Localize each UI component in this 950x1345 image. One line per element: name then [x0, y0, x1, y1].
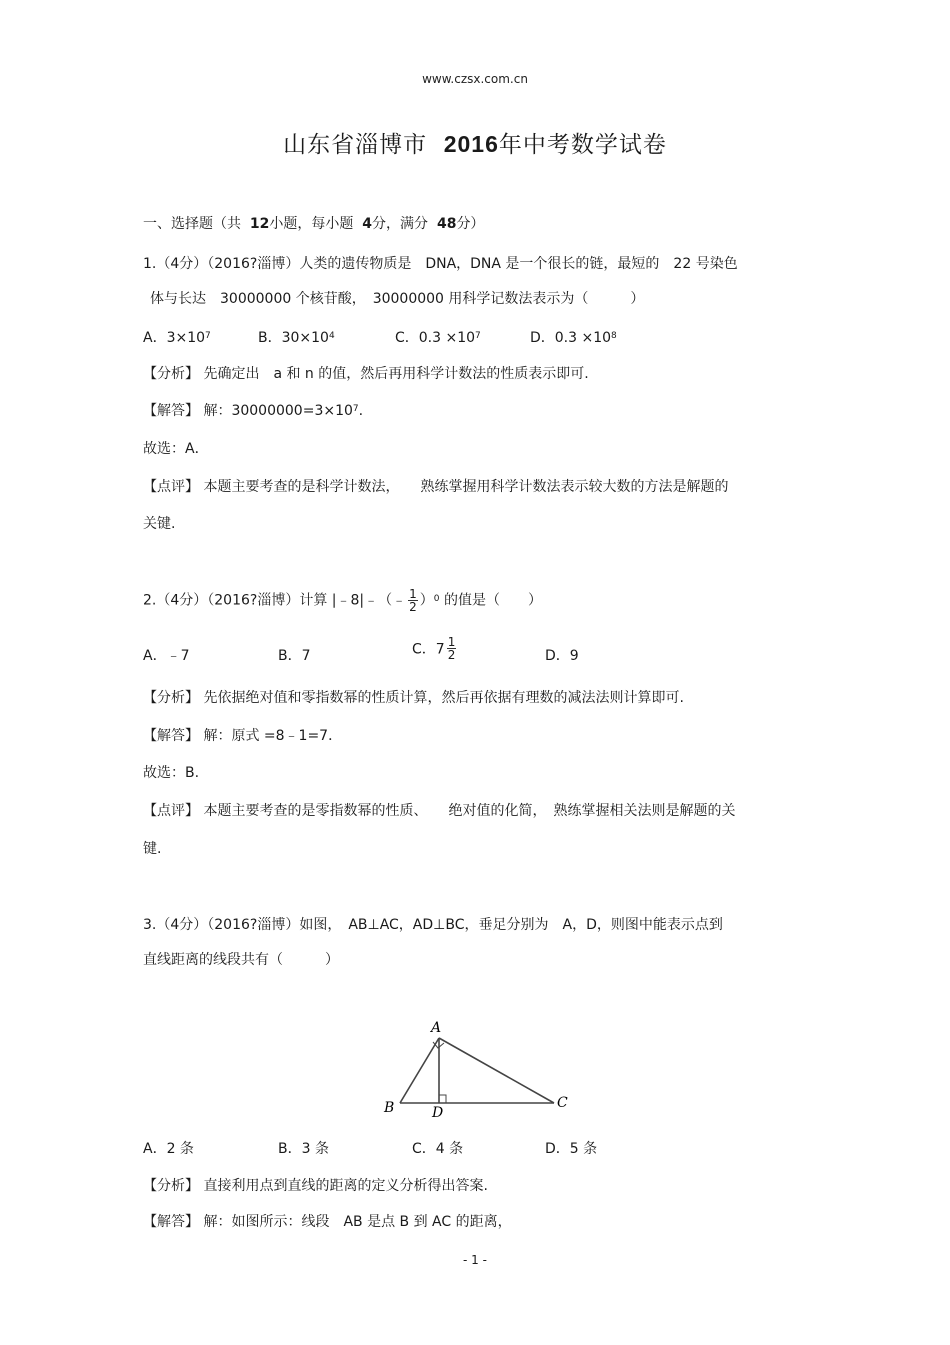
- q2-option-d: D．9: [545, 648, 579, 664]
- label-b: B: [384, 1100, 395, 1116]
- q1-option-a: A．$3\times 10^7$: [143, 330, 211, 346]
- q3-option-b: B．3 条: [278, 1141, 329, 1157]
- title-prefix: 山东省淄博市: [283, 132, 428, 158]
- label-a: A: [431, 1020, 442, 1036]
- title-year: 2016: [443, 131, 499, 157]
- q1-stem-line1: 1.（4分）（2016?淄博）人类的遗传物质是 DNA，DNA 是一个很长的链，最短的 22 号染色: [143, 256, 738, 272]
- q1-choice: 故选：A．: [143, 441, 209, 457]
- q2-fraction: $\frac{1}{2}$: [409, 587, 417, 614]
- page-number: - 1 -: [463, 1253, 487, 1267]
- q2-comment-line1: 【点评】 本题主要考查的是零指数幂的性质、 绝对值的化简， 熟练掌握相关法则是解题的关: [143, 803, 736, 819]
- q2-stem: 2.（4分）（2016?淄博）计算 |﹣8|﹣（﹣ $\frac{1}{2}$ ）$^0$ 的值是（ ）: [143, 587, 542, 614]
- segment-ac: [439, 1038, 554, 1103]
- q2-option-a: A．﹣7: [143, 648, 190, 664]
- right-angle-mark-d: [439, 1095, 446, 1103]
- q2-option-c: C．7 $\frac{1}{2}$: [412, 635, 456, 662]
- q2-choice: 故选：B.: [143, 765, 200, 781]
- q2-comment-line2: 键.: [143, 841, 162, 857]
- q2-answer: 【解答】 解：原式 =8﹣1=7．: [143, 728, 343, 744]
- q1-analysis: 【分析】 先确定出 a 和 n 的值，然后再用科学计数法的性质表示即可.: [143, 366, 589, 382]
- q1-stem-line2: 体与长达 30000000 个核苷酸， 30000000 用科学记数法表示为（ ）: [150, 291, 645, 307]
- segment-ab: [400, 1038, 439, 1103]
- q3-analysis: 【分析】 直接利用点到直线的距离的定义分析得出答案.: [143, 1178, 488, 1194]
- page-title: [0, 126, 950, 159]
- q3-stem-line1: 3.（4分）（2016?淄博）如图， AB⊥AC，AD⊥BC，垂足分别为 A，D，则图中能表示点到: [143, 917, 723, 933]
- q3-triangle-figure: [375, 1010, 575, 1120]
- site-url: www.czsx.com.cn: [422, 72, 528, 86]
- q2-option-b: B．7: [278, 648, 311, 664]
- q3-option-d: D．5 条: [545, 1141, 598, 1157]
- q1-comment-line1: 【点评】 本题主要考查的是科学计数法， 熟练掌握用科学计数法表示较大数的方法是解题的: [143, 479, 729, 495]
- q3-option-c: C．4 条: [412, 1141, 464, 1157]
- q3-option-a: A．2 条: [143, 1141, 194, 1157]
- q3-stem-line2: 直线距离的线段共有（ ）: [143, 952, 339, 968]
- q1-comment-line2: 关键.: [143, 516, 176, 532]
- q1-option-c: C．$0.3 \times 10^7$: [395, 330, 481, 346]
- label-d: D: [432, 1105, 444, 1120]
- section-heading: 一、选择题（共 12小题，每小题 4分，满分 48分）: [143, 216, 485, 232]
- label-c: C: [557, 1095, 568, 1111]
- q1-option-d: D．$0.3 \times 10^8$: [530, 330, 617, 346]
- q1-answer: 【解答】 解：$30000000=3\times 10^7$.: [143, 403, 364, 419]
- q1-option-b: B．$30\times 10^4$: [258, 330, 335, 346]
- q2-analysis: 【分析】 先依据绝对值和零指数幂的性质计算，然后再依据有理数的减法法则计算即可.: [143, 690, 684, 706]
- title-suffix: 年中考数学试卷: [498, 132, 667, 158]
- q3-answer: 【解答】 解：如图所示：线段 AB 是点 B 到 AC 的距离，: [143, 1214, 512, 1230]
